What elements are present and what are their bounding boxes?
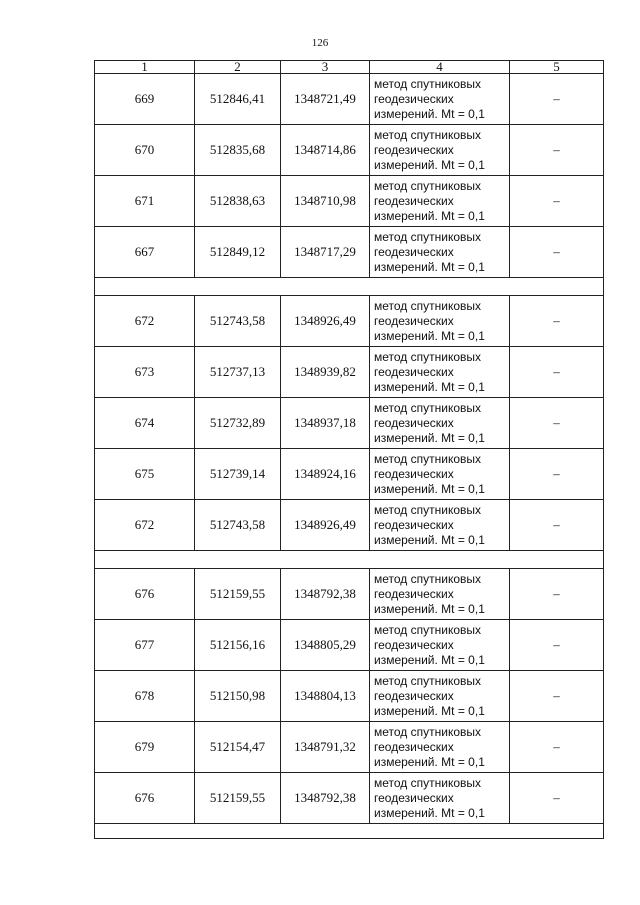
method-text-line: измерений. Mt = 0,1: [374, 379, 485, 394]
method-text-line: метод спутниковых: [374, 76, 482, 91]
point-number-cell: 678: [95, 671, 195, 722]
method-cell: [370, 722, 510, 773]
dash-cell: –: [510, 500, 604, 551]
method-cell: [370, 227, 510, 278]
method-text-line: геодезических: [374, 466, 454, 481]
method-cell: [370, 125, 510, 176]
x-coordinate-cell: 512739,14: [195, 449, 281, 500]
method-text-line: геодезических: [374, 688, 454, 703]
separator-cell: [95, 551, 604, 569]
y-coordinate-cell: 1348805,29: [281, 620, 370, 671]
method-text-line: метод спутниковых: [374, 298, 482, 313]
method-text-line: метод спутниковых: [374, 622, 482, 637]
point-number-cell: 672: [95, 296, 195, 347]
y-coordinate-cell: 1348792,38: [281, 773, 370, 824]
dash-cell: –: [510, 125, 604, 176]
table-row: [95, 500, 604, 551]
y-coordinate-cell: 1348926,49: [281, 500, 370, 551]
method-cell: [370, 176, 510, 227]
method-cell: [370, 347, 510, 398]
x-coordinate-cell: 512846,41: [195, 74, 281, 125]
table-row: [95, 296, 604, 347]
y-coordinate-cell: 1348714,86: [281, 125, 370, 176]
point-number-cell: 677: [95, 620, 195, 671]
method-text-line: измерений. Mt = 0,1: [374, 652, 485, 667]
table-row: [95, 773, 604, 824]
method-text-line: метод спутниковых: [374, 775, 482, 790]
separator-row: [95, 824, 604, 839]
x-coordinate-cell: 512154,47: [195, 722, 281, 773]
point-number-cell: 679: [95, 722, 195, 773]
separator-cell: [95, 824, 604, 839]
method-text-line: метод спутниковых: [374, 502, 482, 517]
point-number-cell: 673: [95, 347, 195, 398]
point-number-cell: 670: [95, 125, 195, 176]
x-coordinate-cell: 512743,58: [195, 296, 281, 347]
method-cell: [370, 449, 510, 500]
method-text-line: геодезических: [374, 637, 454, 652]
method-text-line: геодезических: [374, 790, 454, 805]
x-coordinate-cell: 512835,68: [195, 125, 281, 176]
table-row: [95, 449, 604, 500]
method-text-line: метод спутниковых: [374, 724, 482, 739]
dash-cell: –: [510, 569, 604, 620]
header-col-3: 3: [281, 61, 370, 74]
table-row: [95, 671, 604, 722]
y-coordinate-cell: 1348717,29: [281, 227, 370, 278]
x-coordinate-cell: 512849,12: [195, 227, 281, 278]
x-coordinate-cell: 512743,58: [195, 500, 281, 551]
method-text-line: метод спутниковых: [374, 127, 482, 142]
method-text-line: измерений. Mt = 0,1: [374, 805, 485, 820]
method-text-line: измерений. Mt = 0,1: [374, 157, 485, 172]
x-coordinate-cell: 512838,63: [195, 176, 281, 227]
method-text-line: геодезических: [374, 739, 454, 754]
method-cell: [370, 671, 510, 722]
dash-cell: –: [510, 74, 604, 125]
method-text-line: измерений. Mt = 0,1: [374, 532, 485, 547]
dash-cell: –: [510, 176, 604, 227]
method-text-line: геодезических: [374, 91, 454, 106]
y-coordinate-cell: 1348791,32: [281, 722, 370, 773]
dash-cell: –: [510, 296, 604, 347]
table-row: [95, 227, 604, 278]
table-row: [95, 620, 604, 671]
x-coordinate-cell: 512159,55: [195, 773, 281, 824]
method-cell: [370, 500, 510, 551]
method-cell: [370, 74, 510, 125]
method-text-line: геодезических: [374, 313, 454, 328]
dash-cell: –: [510, 722, 604, 773]
point-number-cell: 675: [95, 449, 195, 500]
y-coordinate-cell: 1348939,82: [281, 347, 370, 398]
method-text-line: геодезических: [374, 142, 454, 157]
y-coordinate-cell: 1348937,18: [281, 398, 370, 449]
table-row: [95, 125, 604, 176]
method-cell: [370, 569, 510, 620]
separator-row: [95, 278, 604, 296]
method-text-line: геодезических: [374, 517, 454, 532]
method-text-line: измерений. Mt = 0,1: [374, 703, 485, 718]
dash-cell: –: [510, 671, 604, 722]
method-text-line: измерений. Mt = 0,1: [374, 481, 485, 496]
method-text-line: измерений. Mt = 0,1: [374, 208, 485, 223]
method-cell: [370, 773, 510, 824]
dash-cell: –: [510, 773, 604, 824]
dash-cell: –: [510, 227, 604, 278]
method-text-line: измерений. Mt = 0,1: [374, 601, 485, 616]
method-text-line: геодезических: [374, 364, 454, 379]
point-number-cell: 667: [95, 227, 195, 278]
method-text-line: геодезических: [374, 244, 454, 259]
x-coordinate-cell: 512737,13: [195, 347, 281, 398]
header-col-4: 4: [370, 61, 510, 74]
point-number-cell: 674: [95, 398, 195, 449]
header-col-1: 1: [95, 61, 195, 74]
method-text-line: метод спутниковых: [374, 451, 482, 466]
method-cell: [370, 296, 510, 347]
method-text-line: метод спутниковых: [374, 571, 482, 586]
method-cell: [370, 398, 510, 449]
y-coordinate-cell: 1348804,13: [281, 671, 370, 722]
x-coordinate-cell: 512159,55: [195, 569, 281, 620]
point-number-cell: 676: [95, 569, 195, 620]
y-coordinate-cell: 1348926,49: [281, 296, 370, 347]
method-text-line: измерений. Mt = 0,1: [374, 259, 485, 274]
page-number: 126: [311, 37, 329, 49]
method-text-line: измерений. Mt = 0,1: [374, 430, 485, 445]
dash-cell: –: [510, 620, 604, 671]
table-row: [95, 347, 604, 398]
method-text-line: метод спутниковых: [374, 229, 482, 244]
header-col-2: 2: [195, 61, 281, 74]
coordinates-table: [94, 60, 604, 839]
table-row: [95, 722, 604, 773]
method-text-line: метод спутниковых: [374, 349, 482, 364]
x-coordinate-cell: 512156,16: [195, 620, 281, 671]
point-number-cell: 671: [95, 176, 195, 227]
separator-cell: [95, 278, 604, 296]
point-number-cell: 676: [95, 773, 195, 824]
dash-cell: –: [510, 347, 604, 398]
method-text-line: измерений. Mt = 0,1: [374, 328, 485, 343]
method-cell: [370, 620, 510, 671]
header-col-5: 5: [510, 61, 604, 74]
x-coordinate-cell: 512150,98: [195, 671, 281, 722]
y-coordinate-cell: 1348924,16: [281, 449, 370, 500]
separator-row: [95, 551, 604, 569]
method-text-line: измерений. Mt = 0,1: [374, 754, 485, 769]
method-text-line: измерений. Mt = 0,1: [374, 106, 485, 121]
table-body: [95, 74, 604, 839]
table-row: [95, 569, 604, 620]
method-text-line: геодезических: [374, 415, 454, 430]
x-coordinate-cell: 512732,89: [195, 398, 281, 449]
method-text-line: геодезических: [374, 193, 454, 208]
header-row: [95, 61, 604, 74]
point-number-cell: 669: [95, 74, 195, 125]
point-number-cell: 672: [95, 500, 195, 551]
y-coordinate-cell: 1348792,38: [281, 569, 370, 620]
method-text-line: метод спутниковых: [374, 400, 482, 415]
method-text-line: геодезических: [374, 586, 454, 601]
dash-cell: –: [510, 449, 604, 500]
method-text-line: метод спутниковых: [374, 178, 482, 193]
table-row: [95, 398, 604, 449]
table-row: [95, 176, 604, 227]
method-text-line: метод спутниковых: [374, 673, 482, 688]
table-row: [95, 74, 604, 125]
y-coordinate-cell: 1348721,49: [281, 74, 370, 125]
dash-cell: –: [510, 398, 604, 449]
y-coordinate-cell: 1348710,98: [281, 176, 370, 227]
